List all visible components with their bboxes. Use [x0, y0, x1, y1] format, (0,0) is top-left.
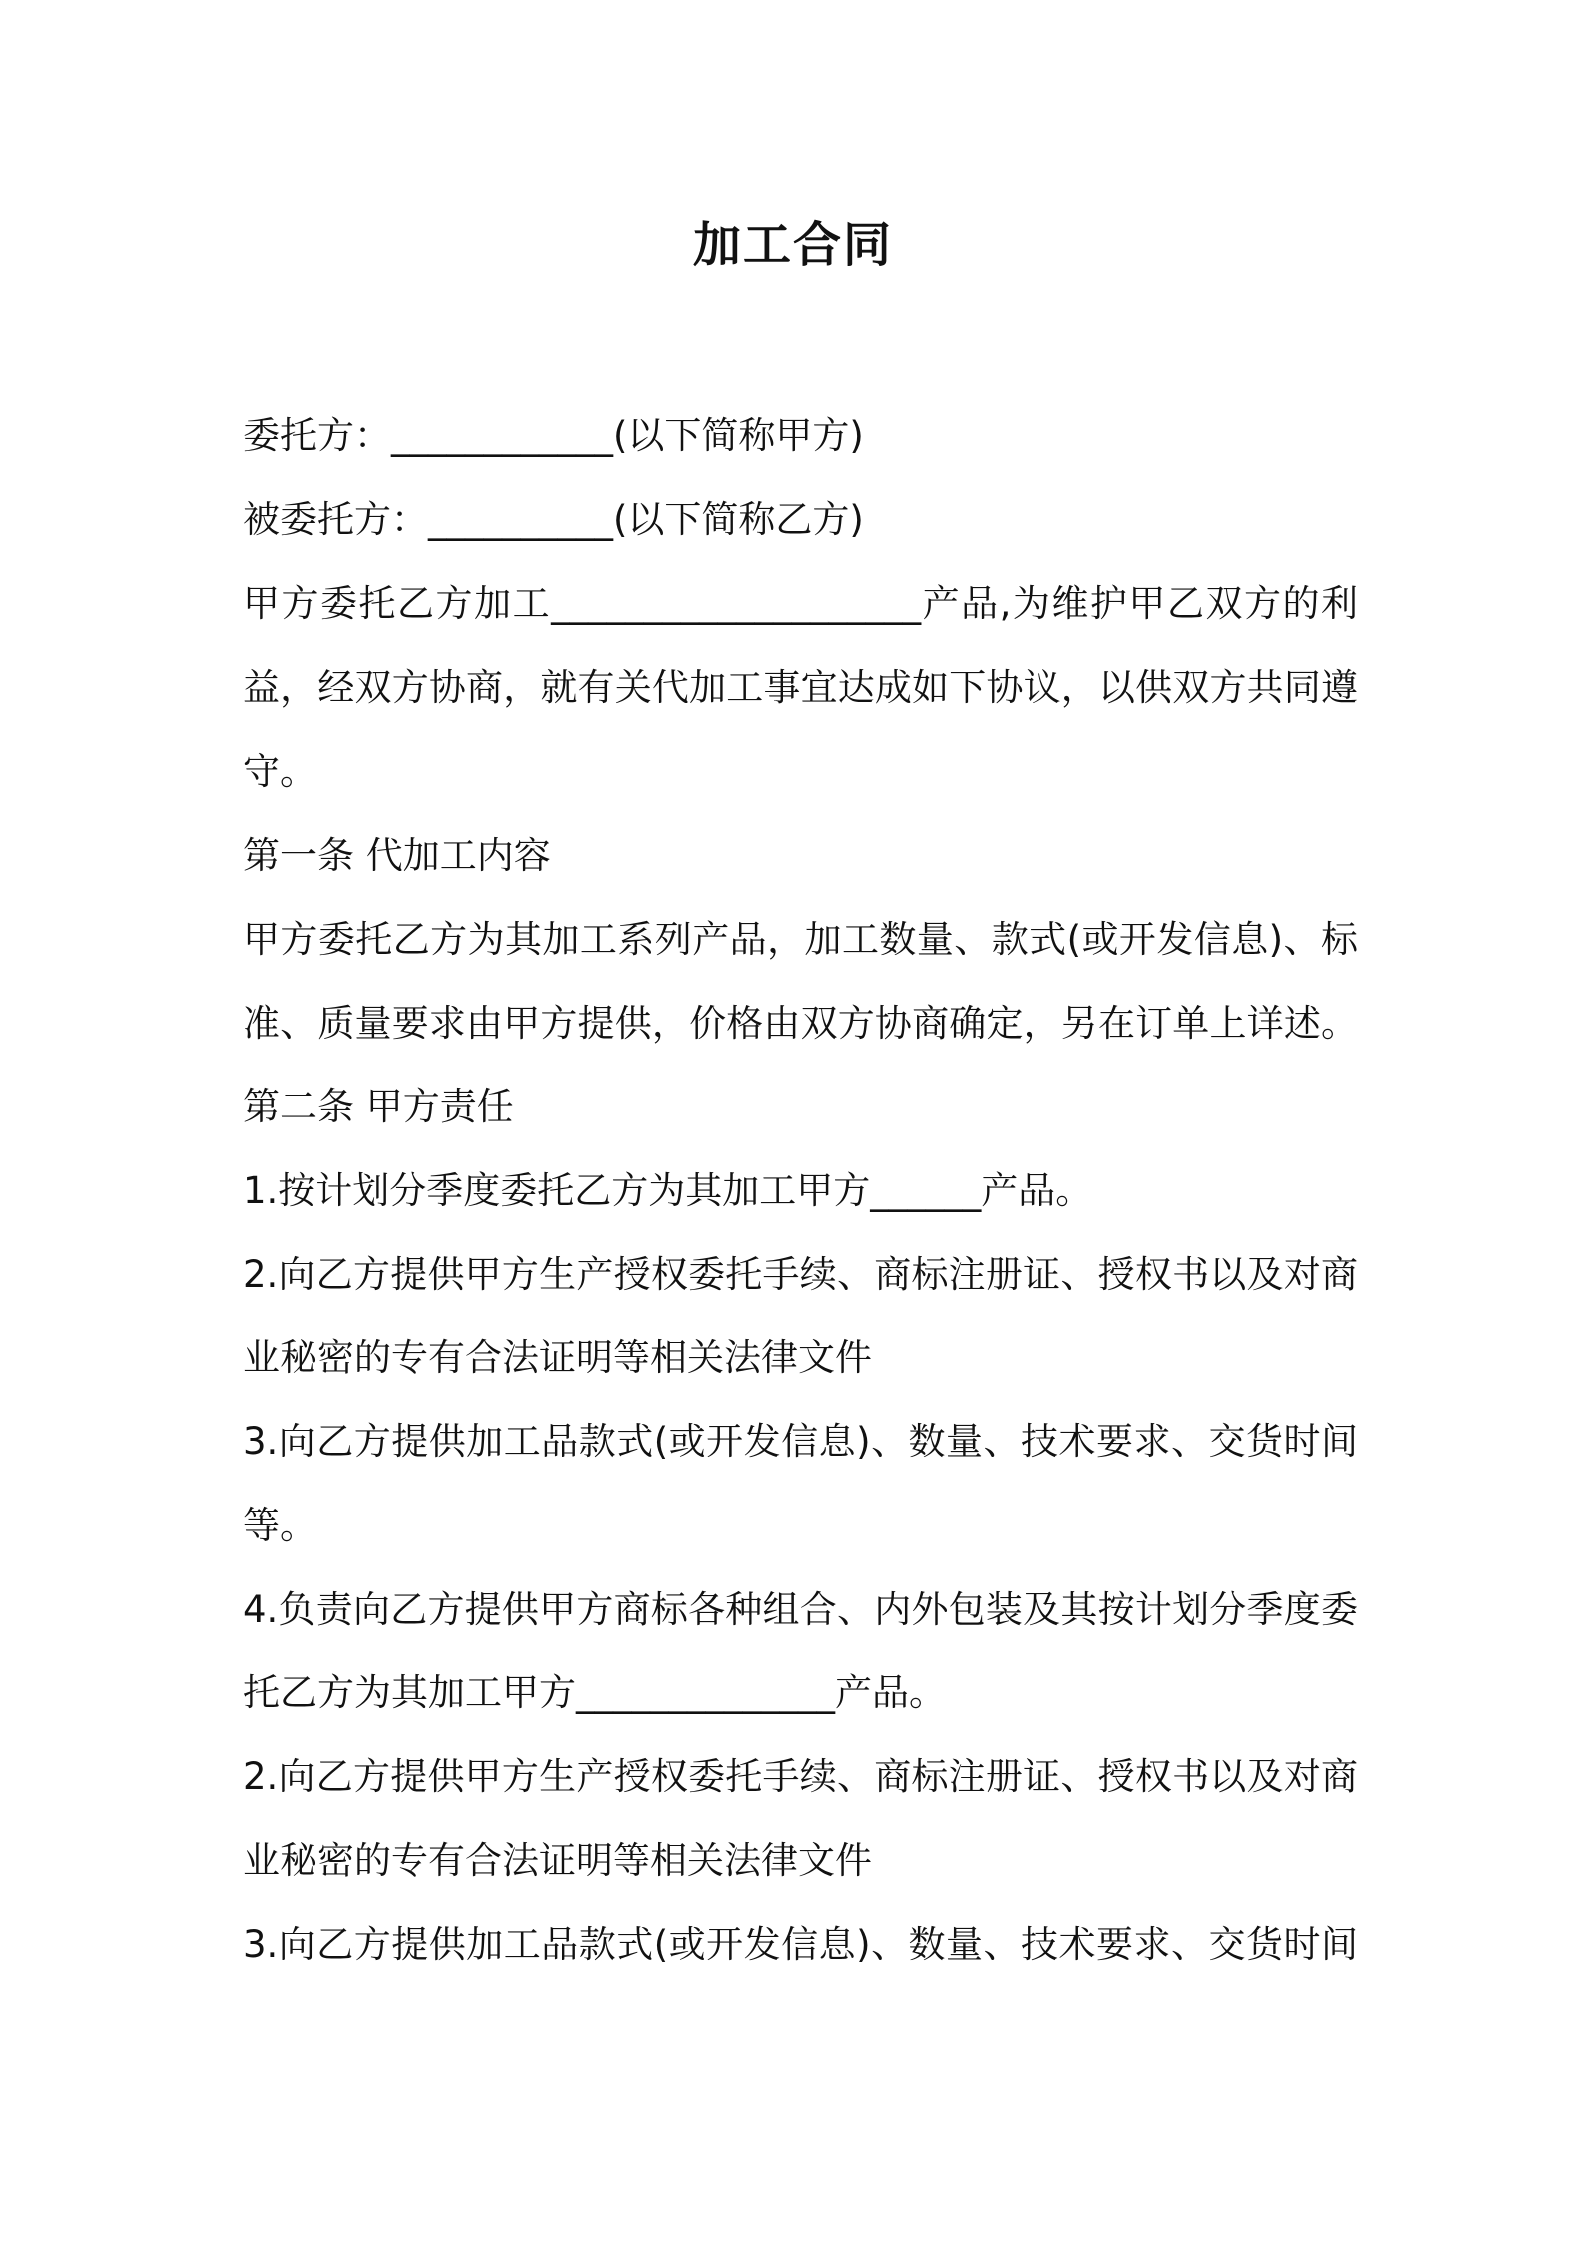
line-client: 委托方：____________(以下简称甲方)	[243, 414, 864, 457]
article-1-text-1: 甲方委托乙方为其加工系列产品，加工数量、款式(或开发信息)、标	[243, 918, 1358, 961]
article-1-heading: 第一条 代加工内容	[243, 834, 551, 877]
line-preamble-1: 甲方委托乙方加工____________________产品,为维护甲乙双方的利	[243, 582, 1358, 625]
article-2-item-2-repeat-a: 2.向乙方提供甲方生产授权委托手续、商标注册证、授权书以及对商	[243, 1755, 1358, 1798]
article-2-item-2-a: 2.向乙方提供甲方生产授权委托手续、商标注册证、授权书以及对商	[243, 1253, 1358, 1296]
article-2-item-4-b: 托乙方为其加工甲方______________产品。	[243, 1671, 946, 1714]
line-preamble-3: 守。	[243, 750, 317, 793]
article-2-item-1: 1.按计划分季度委托乙方为其加工甲方______产品。	[243, 1169, 1093, 1212]
line-preamble-2: 益，经双方协商，就有关代加工事宜达成如下协议，以供双方共同遵	[243, 666, 1358, 709]
article-2-item-3-b: 等。	[243, 1504, 317, 1547]
article-2-item-3-a: 3.向乙方提供加工品款式(或开发信息)、数量、技术要求、交货时间	[243, 1420, 1358, 1463]
article-1-text-2: 准、质量要求由甲方提供，价格由双方协商确定，另在订单上详述。	[243, 1002, 1358, 1045]
article-2-item-3-repeat-a: 3.向乙方提供加工品款式(或开发信息)、数量、技术要求、交货时间	[243, 1923, 1358, 1966]
article-2-item-2-b: 业秘密的专有合法证明等相关法律文件	[243, 1336, 872, 1379]
document-title: 加工合同	[692, 217, 893, 273]
article-2-item-2-repeat-b: 业秘密的专有合法证明等相关法律文件	[243, 1839, 872, 1882]
article-2-item-4-a: 4.负责向乙方提供甲方商标各种组合、内外包装及其按计划分季度委	[243, 1588, 1358, 1631]
article-2-heading: 第二条 甲方责任	[243, 1085, 514, 1128]
line-contractor: 被委托方：__________(以下简称乙方)	[243, 498, 864, 541]
